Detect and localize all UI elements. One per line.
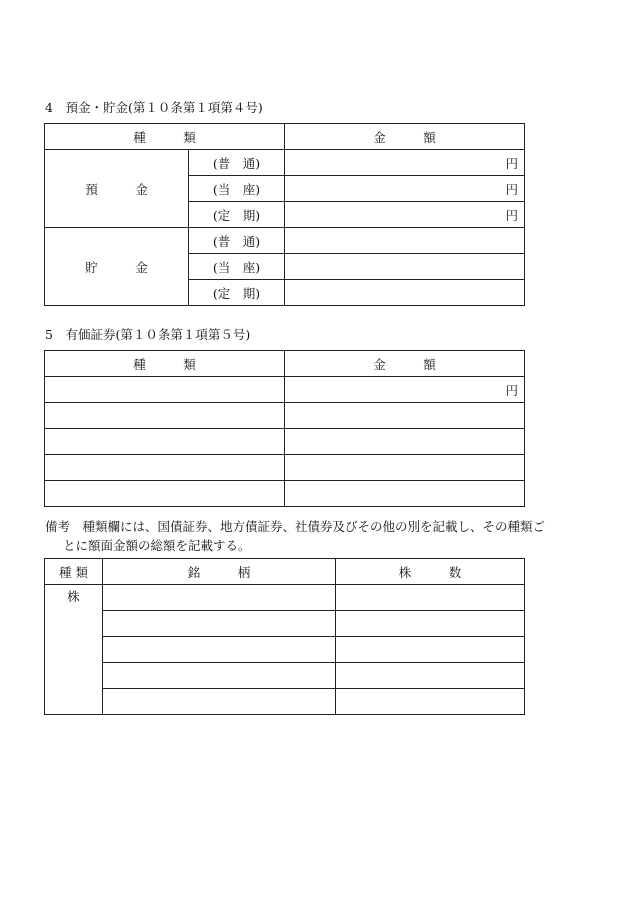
savings-category: 貯 金	[45, 228, 189, 306]
deposits-table	[44, 123, 525, 306]
deposit-amount-cell[interactable]: 円	[285, 202, 525, 228]
security-amount-cell[interactable]	[285, 481, 525, 507]
savings-subtype: (普 通)	[189, 228, 285, 254]
deposit-subtype: (普 通)	[189, 150, 285, 176]
table-row	[45, 429, 525, 455]
stock-count-cell[interactable]	[336, 689, 525, 715]
table-header-row	[45, 351, 525, 377]
savings-subtype: (当 座)	[189, 254, 285, 280]
header-amount: 金 額	[285, 351, 525, 377]
section5-heading: 5 有価証券(第１０条第１項第５号)	[45, 327, 251, 342]
stock-count-cell[interactable]	[336, 637, 525, 663]
header-type: 種 類	[45, 351, 285, 377]
deposit-subtype: (定 期)	[189, 202, 285, 228]
remarks-note	[45, 517, 605, 555]
remarks-line-2: とに額面金額の総額を記載する。	[63, 538, 251, 553]
security-type-cell[interactable]	[45, 481, 285, 507]
header-type: 種 類	[45, 124, 285, 150]
deposit-category: 預 金	[45, 150, 189, 228]
securities-table	[44, 350, 525, 507]
savings-amount-cell[interactable]	[285, 228, 525, 254]
table-row	[45, 403, 525, 429]
savings-amount-cell[interactable]	[285, 280, 525, 306]
security-amount-cell[interactable]	[285, 429, 525, 455]
security-type-cell[interactable]	[45, 455, 285, 481]
security-amount-cell[interactable]	[285, 403, 525, 429]
table-row	[45, 611, 525, 637]
stock-brand-cell[interactable]	[103, 663, 336, 689]
header-type: 種 類	[45, 559, 103, 585]
table-row	[45, 481, 525, 507]
stock-brand-cell[interactable]	[103, 585, 336, 611]
table-header-row	[45, 124, 525, 150]
table-row	[45, 585, 525, 611]
table-row	[45, 228, 525, 254]
stock-brand-cell[interactable]	[103, 689, 336, 715]
stock-brand-cell[interactable]	[103, 637, 336, 663]
security-type-cell[interactable]	[45, 403, 285, 429]
deposit-subtype: (当 座)	[189, 176, 285, 202]
remarks-line-1: 備考 種類欄には、国債証券、地方債証券、社債券及びその他の別を記載し、その種類ご	[45, 519, 546, 534]
table-row	[45, 455, 525, 481]
table-row	[45, 377, 525, 403]
savings-amount-cell[interactable]	[285, 254, 525, 280]
header-brand: 銘 柄	[103, 559, 336, 585]
stock-brand-cell[interactable]	[103, 611, 336, 637]
security-amount-cell[interactable]	[285, 455, 525, 481]
security-type-cell[interactable]	[45, 429, 285, 455]
stock-count-cell[interactable]	[336, 663, 525, 689]
header-count: 株 数	[336, 559, 525, 585]
table-row	[45, 637, 525, 663]
stock-count-cell[interactable]	[336, 585, 525, 611]
header-amount: 金 額	[285, 124, 525, 150]
savings-subtype: (定 期)	[189, 280, 285, 306]
section4-heading: 4 預金・貯金(第１０条第１項第４号)	[45, 100, 263, 115]
table-row	[45, 150, 525, 176]
stocks-table	[44, 558, 525, 715]
deposit-amount-cell[interactable]: 円	[285, 176, 525, 202]
table-header-row	[45, 559, 525, 585]
table-row	[45, 689, 525, 715]
security-amount-cell[interactable]: 円	[285, 377, 525, 403]
stock-type-cell: 株	[45, 585, 103, 715]
stock-count-cell[interactable]	[336, 611, 525, 637]
security-type-cell[interactable]	[45, 377, 285, 403]
deposit-amount-cell[interactable]: 円	[285, 150, 525, 176]
table-row	[45, 663, 525, 689]
